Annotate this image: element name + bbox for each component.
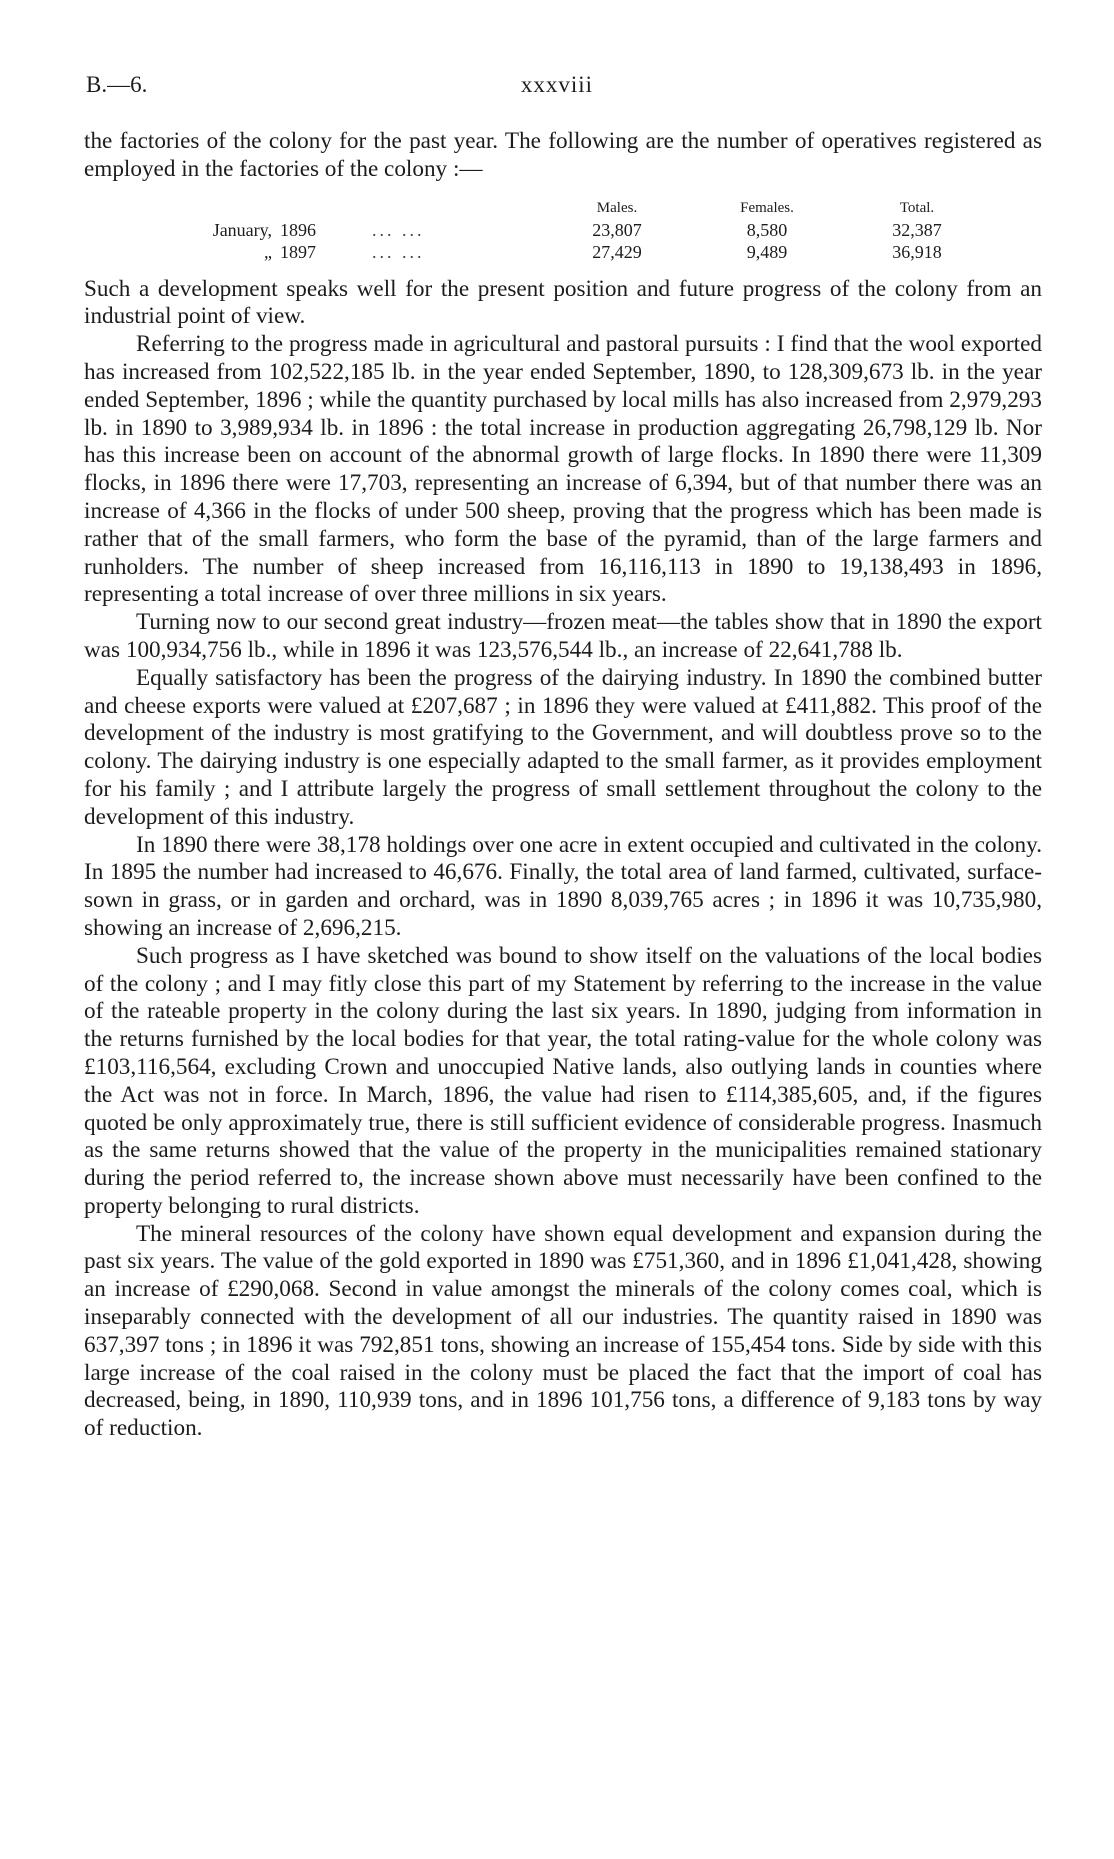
- row-males: 27,429: [592, 241, 642, 262]
- column-header-females: Females.: [740, 199, 794, 216]
- page-header: [86, 72, 1028, 102]
- paragraph-industrial-development: Such a development speaks well for the present position and future progress of the colony from an industrial point of view.: [84, 275, 1042, 330]
- table-row: [84, 219, 992, 241]
- row-total: 32,387: [892, 219, 942, 240]
- table-header-row: [84, 197, 992, 219]
- body-text: [84, 128, 1042, 1443]
- paragraph-factories-intro: the factories of the colony for the past year. The following are the number of operatives registered as employed in the factories of the colony :—: [84, 128, 1042, 182]
- leader-dots: ... ...: [372, 219, 425, 240]
- table-row: [84, 241, 992, 263]
- row-year: 1896: [280, 219, 316, 240]
- paragraph-wool-and-sheep: Referring to the progress made in agricultural and pastoral pursuits : I find that the wool exported has increased from 102,522,185 lb. in the year ended September, 1890, to 128,309,673 lb. in the year ended September, 1896 ; while the quantity purchased by local mills has also increased from 2,979,293 lb. in 1890 to 3,989,934 lb. in 1896 : the total increase in production aggregating 26,798,129 lb. Nor has this increase been on account of the abnormal growth of large flocks. In 1890 there were 11,309 flocks, in 1896 there were 17,703, representing an increase of 6,394, but of that number there was an increase of 4,366 in the flocks of under 500 sheep, proving that the progress which has been made is rather that of the small farmers, who form the base of the pyramid, than of the large farmers and runholders. The number of sheep increased from 16,116,113 in 1890 to 19,138,493 in 1896, representing a total increase of over three millions in six years.: [84, 331, 1042, 608]
- paragraph-holdings: In 1890 there were 38,178 holdings over one acre in extent occupied and cultivated in the colony. In 1895 the number had increased to 46,676. Finally, the total area of land farmed, cultivated, surface-sown in grass, or in garden and orchard, was in 1890 8,039,765 acres ; in 1896 it was 10,735,980, showing an increase of 2,696,215.: [84, 831, 1042, 941]
- row-year: 1897: [280, 241, 316, 262]
- row-month: „: [264, 241, 272, 262]
- paragraph-frozen-meat: Turning now to our second great industry—frozen meat—the tables show that in 1890 the export was 100,934,756 lb., while in 1896 it was 123,576,544 lb., an increase of 22,641,788 lb.: [84, 609, 1042, 663]
- operatives-table: [84, 197, 992, 263]
- paragraph-dairying: Equally satisfactory has been the progress of the dairying industry. In 1890 the combined butter and cheese exports were valued at £207,687 ; in 1896 they were valued at £411,882. This proof of the development of the industry is most gratifying to the Government, and will doubtless prove so to the colony. The dairying industry is one especially adapted to the small farmer, as it provides employment for his family ; and I attribute largely the progress of small settlement throughout the colony to the development of this industry.: [84, 664, 1042, 830]
- paragraph-rateable-property: Such progress as I have sketched was bound to show itself on the valuations of the local bodies of the colony ; and I may fitly close this part of my Statement by referring to the increase in the value of the rateable property in the colony during the last six years. In 1890, judging from information in the returns furnished by the local bodies for that year, the total rating-value for the whole colony was £103,116,564, excluding Crown and unoccupied Native lands, also outlying lands in counties where the Act was not in force. In March, 1896, the value had risen to £114,385,605, and, if the figures quoted be only approximately true, there is still sufficient evidence of considerable progress. Inasmuch as the same returns showed that the value of the property in the municipalities remained stationary during the period referred to, the increase shown above must necessarily have been confined to the property belonging to rural districts.: [84, 942, 1042, 1219]
- paragraph-minerals: The mineral resources of the colony have shown equal development and expansion during the past six years. The value of the gold exported in 1890 was £751,360, and in 1896 £1,041,428, showing an increase of £290,068. Second in value amongst the minerals of the colony comes coal, which is inseparably connected with the development of all our industries. The quantity raised in 1890 was 637,397 tons ; in 1896 it was 792,851 tons, showing an increase of 155,454 tons. Side by side with this large increase of the coal raised in the colony must be placed the fact that the import of coal has decreased, being, in 1890, 110,939 tons, and in 1896 101,756 tons, a difference of 9,183 tons by way of reduction.: [84, 1220, 1042, 1442]
- row-females: 8,580: [746, 219, 788, 240]
- leader-dots: ... ...: [372, 241, 425, 262]
- page-number: xxxviii: [520, 72, 594, 97]
- column-header-males: Males.: [596, 199, 638, 216]
- row-males: 23,807: [592, 219, 642, 240]
- document-reference: B.—6.: [86, 72, 148, 97]
- row-month: January,: [212, 219, 272, 240]
- row-females: 9,489: [746, 241, 788, 262]
- row-total: 36,918: [892, 241, 942, 262]
- column-header-total: Total.: [899, 199, 935, 216]
